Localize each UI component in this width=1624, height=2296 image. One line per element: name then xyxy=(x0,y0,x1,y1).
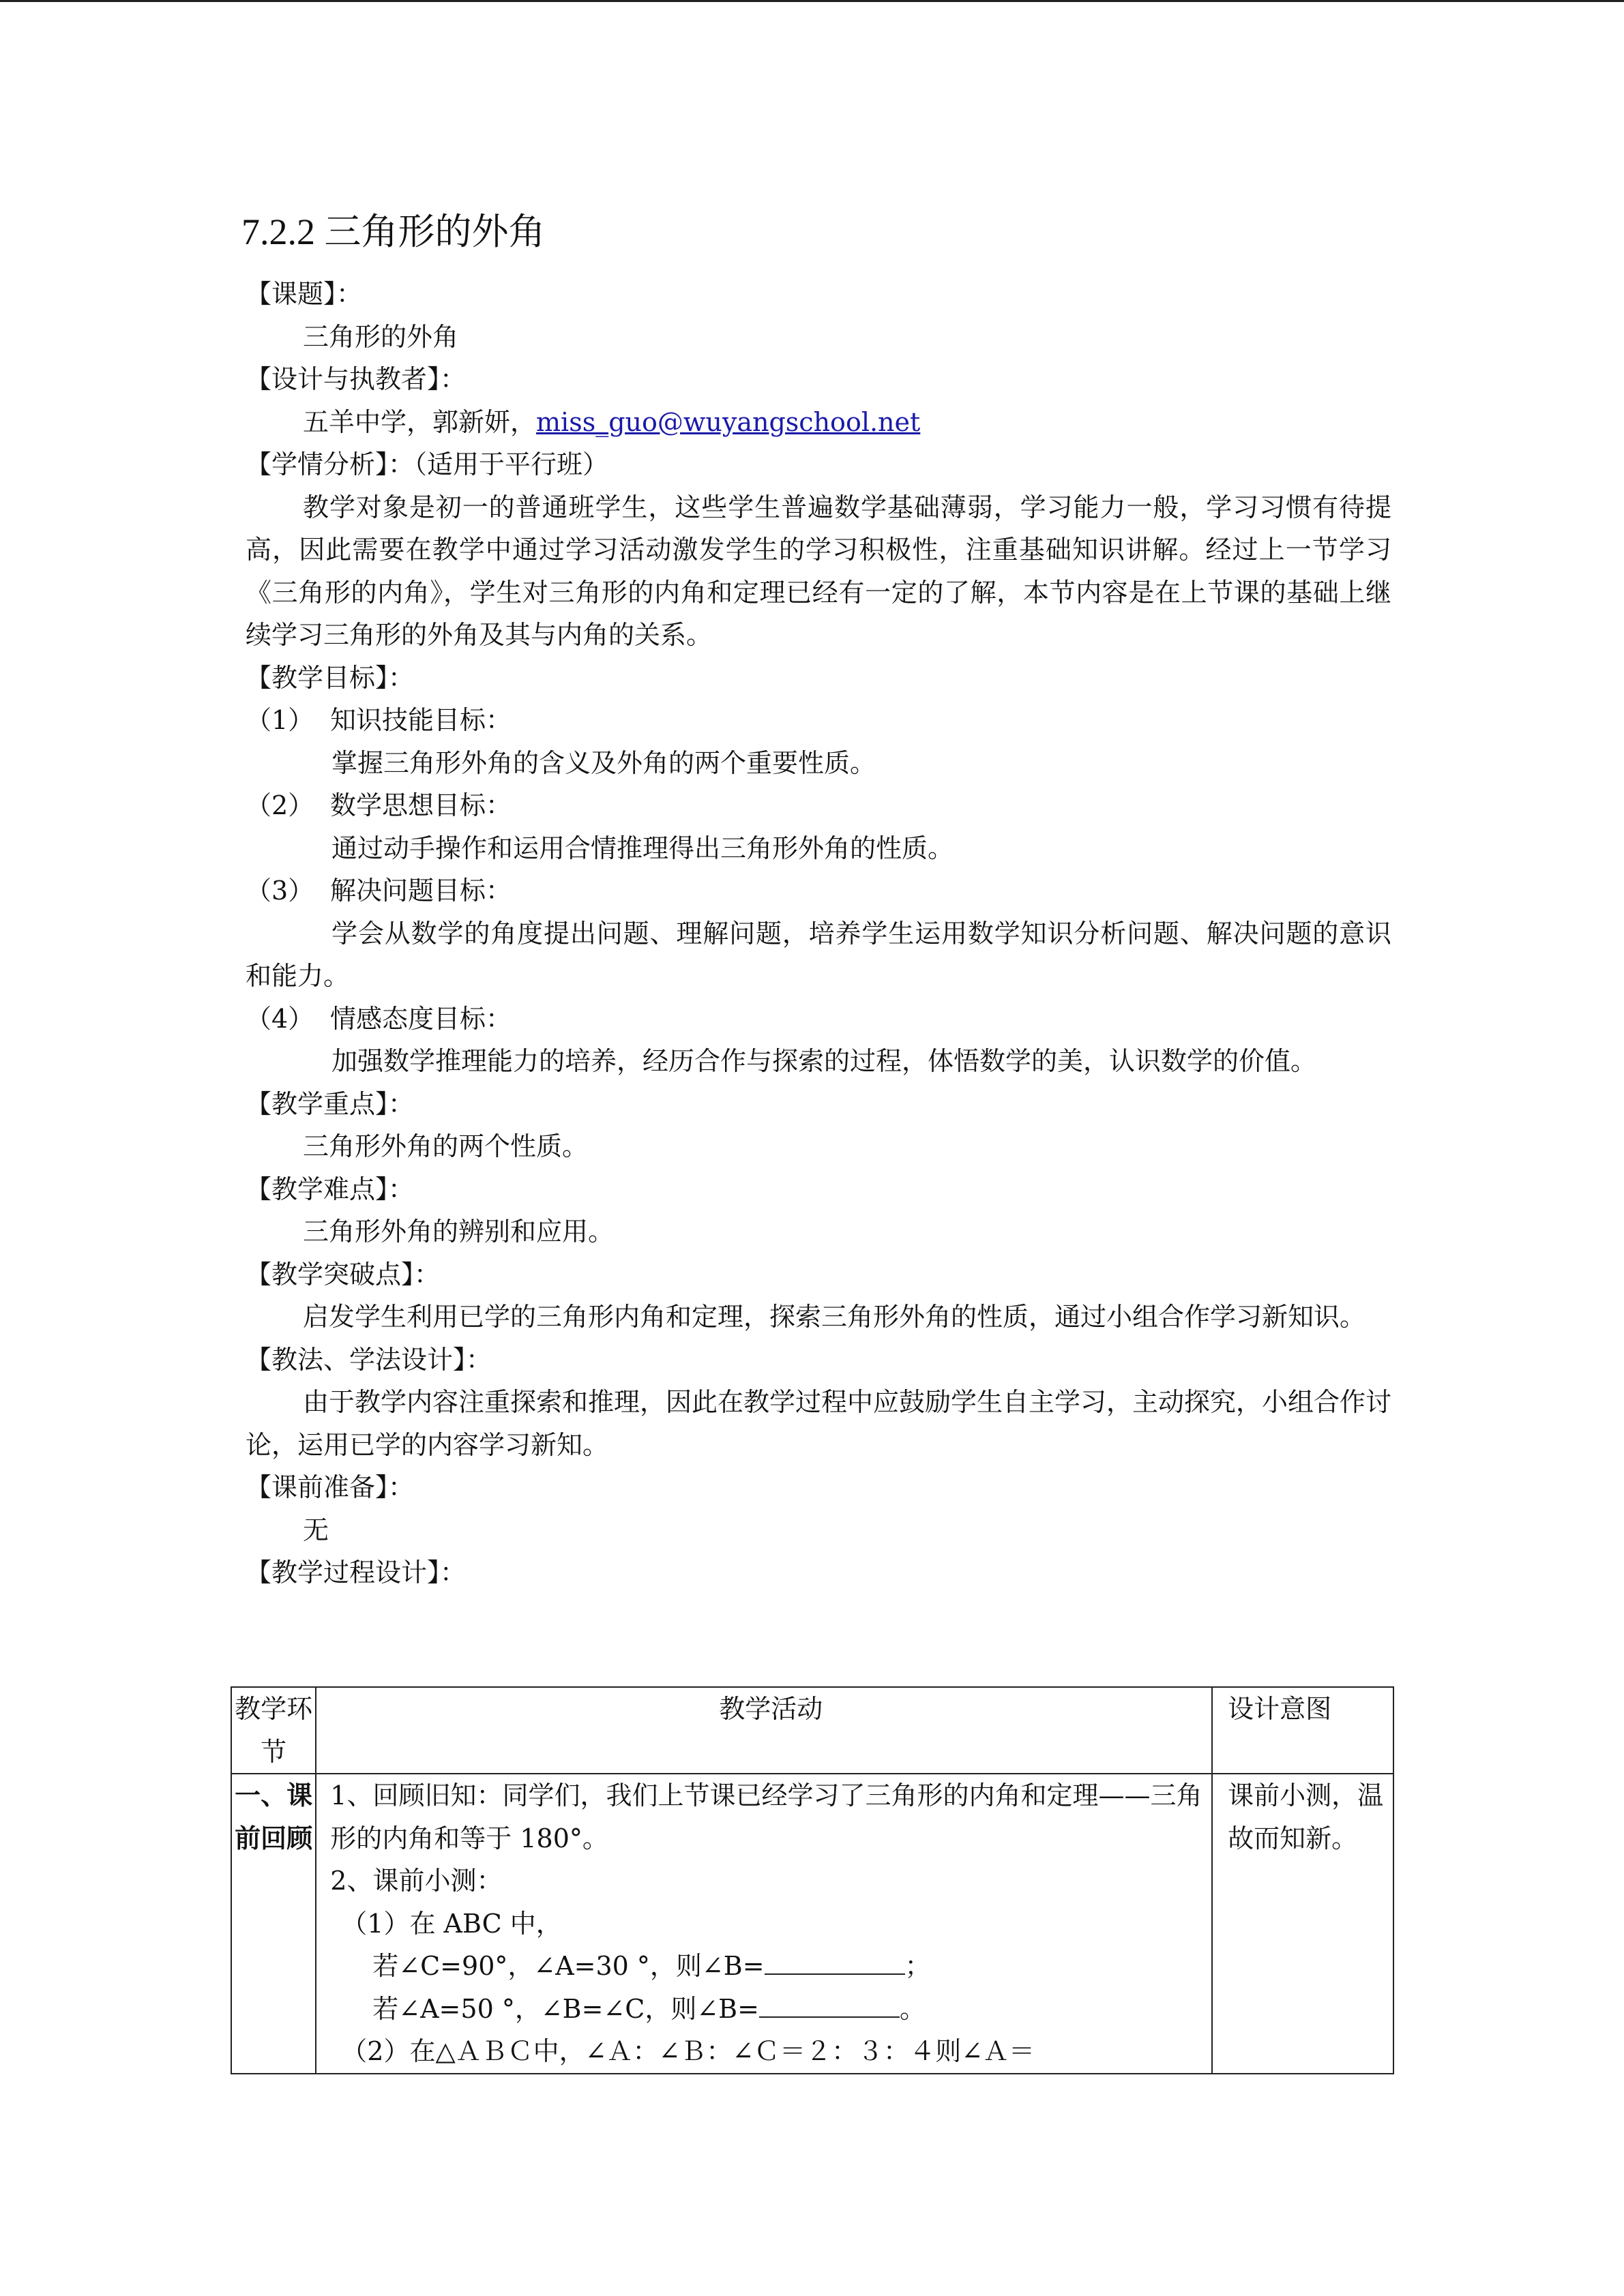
goals-label: 【教学目标】： xyxy=(246,662,415,693)
goal-2-num: （2） xyxy=(246,790,314,820)
question-1b: 若∠A=50 °，∠B=∠C，则∠B= xyxy=(372,1993,759,2024)
goal-1-heading xyxy=(246,699,1391,742)
designer-label: 【设计与执教者】： xyxy=(246,364,467,394)
page-top-border xyxy=(0,0,1624,2)
header-stage: 教学环节 xyxy=(231,1687,316,1774)
goal-4-name: 情感态度目标： xyxy=(330,1003,512,1034)
activity-line-6: （2）在△ＡＢＣ中，∠Ａ：∠Ｂ：∠Ｃ＝２：３：４则∠Ａ＝ xyxy=(341,2036,1035,2066)
method-label: 【教法、学法设计】： xyxy=(246,1344,492,1375)
activity-line-2: 2、课前小测： xyxy=(330,1866,503,1896)
activity-line-5 xyxy=(330,1988,1211,2031)
goal-4-text: 加强数学推理能力的培养，经历合作与探索的过程，体悟数学的美，认识数学的价值。 xyxy=(331,1046,1317,1076)
goal-2-heading xyxy=(246,784,1391,827)
designer-name: 五羊中学，郭新妍， xyxy=(303,406,537,437)
question-1a: 若∠C=90°，∠A=30 °，则∠B= xyxy=(372,1951,765,1981)
goal-2-name: 数学思想目标： xyxy=(330,790,512,820)
table-row xyxy=(231,1774,1393,2074)
analysis-label: 【学情分析】：（适用于平行班） xyxy=(246,449,609,479)
question-1a-end: ； xyxy=(904,1951,931,1981)
process-table xyxy=(231,1686,1394,2074)
goal-1-num: （1） xyxy=(246,705,314,735)
activity-line-1: 1、回顾旧知：同学们，我们上节课已经学习了三角形的内角和定理——三角形的内角和等于 180°。 xyxy=(330,1780,1202,1853)
activity-cell xyxy=(316,1774,1212,2074)
goal-1-name: 知识技能目标： xyxy=(330,705,512,735)
breakthrough-text: 启发学生利用已学的三角形内角和定理，探索三角形外角的性质，通过小组合作学习新知识。 xyxy=(303,1302,1366,1332)
goal-3-text: 学会从数学的角度提出问题、理解问题，培养学生运用数学知识分析问题、解决问题的意识和能力。 xyxy=(246,918,1391,991)
goal-4-heading xyxy=(246,998,1391,1041)
topic-label: 【课题】： xyxy=(246,279,363,309)
breakthrough-label: 【教学突破点】： xyxy=(246,1259,441,1289)
topic-text: 三角形的外角 xyxy=(303,321,459,352)
goal-3-num: （3） xyxy=(246,876,314,906)
key-text: 三角形外角的两个性质。 xyxy=(303,1131,589,1161)
answer-blank[interactable] xyxy=(765,1946,905,1975)
activity-line-4 xyxy=(330,1945,1211,1988)
goal-3-name: 解决问题目标： xyxy=(330,876,512,906)
goal-4-num: （4） xyxy=(246,1003,314,1034)
analysis-text: 教学对象是初一的普通班学生，这些学生普遍数学基础薄弱，学习能力一般，学习习惯有待提高，因此需要在教学中通过学习活动激发学生的学习积极性，注重基础知识讲解。经过上一节学习《三角形的内角》，学生对三角形的内角和定理已经有一定的了解，本节内容是在上节课的基础上继续学习三角形的外角及其与内角的关系。 xyxy=(246,492,1391,650)
process-label: 【教学过程设计】： xyxy=(246,1557,467,1587)
answer-blank[interactable] xyxy=(759,1989,900,2018)
goal-2-text: 通过动手操作和运用合情推理得出三角形外角的性质。 xyxy=(331,833,954,863)
difficulty-label: 【教学难点】： xyxy=(246,1174,415,1204)
prep-text: 无 xyxy=(303,1515,329,1545)
header-intent: 设计意图 xyxy=(1212,1687,1393,1774)
key-label: 【教学重点】： xyxy=(246,1088,415,1119)
designer-email-link[interactable]: miss_guo@wuyangschool.net xyxy=(536,406,921,437)
method-text: 由于教学内容注重探索和推理，因此在教学过程中应鼓励学生自主学习，主动探究，小组合作讨论，运用已学的内容学习新知。 xyxy=(246,1387,1392,1460)
goal-1-text: 掌握三角形外角的含义及外角的两个重要性质。 xyxy=(331,747,876,778)
difficulty-text: 三角形外角的辨别和应用。 xyxy=(303,1217,615,1247)
document-page xyxy=(241,205,1392,1594)
header-activity: 教学活动 xyxy=(316,1687,1212,1774)
page-title: 7.2.2 三角形的外角 xyxy=(241,211,546,252)
question-1b-end: 。 xyxy=(899,1993,926,2024)
intent-cell: 课前小测，温故而知新。 xyxy=(1212,1774,1393,2074)
table-header-row xyxy=(231,1687,1393,1774)
designer-line xyxy=(246,401,1391,444)
stage-cell: 一、课前回顾 xyxy=(231,1774,316,2074)
goal-3-heading xyxy=(246,869,1391,912)
activity-line-3: （1）在 ABC 中， xyxy=(341,1908,562,1939)
prep-label: 【课前准备】： xyxy=(246,1472,415,1502)
